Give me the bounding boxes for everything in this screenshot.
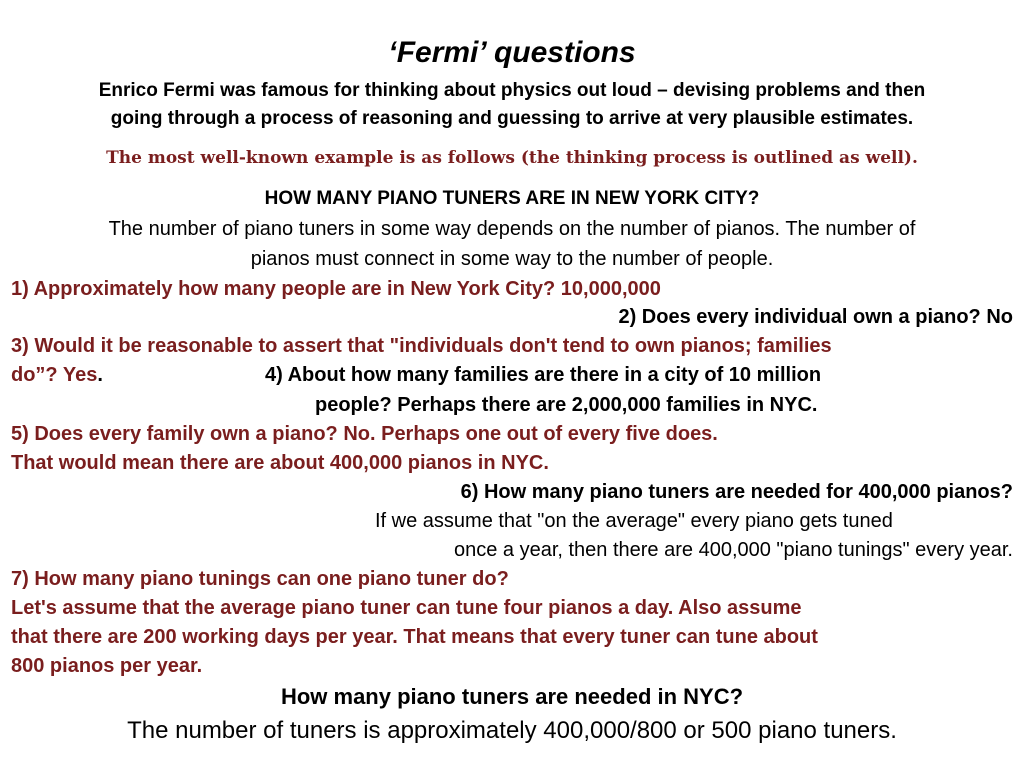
step-7-line-2: Let's assume that the average piano tuner can tune four pianos a day. Also assume	[11, 597, 802, 619]
step-3-line-1: 3) Would it be reasonable to assert that "individuals don't tend to own pianos; families	[11, 335, 832, 357]
step-6-line-2: If we assume that "on the average" every piano gets tuned	[375, 510, 893, 532]
step-1: 1) Approximately how many people are in New York City? 10,000,000	[11, 278, 661, 300]
premise-line-1: The number of piano tuners in some way depends on the number of pianos. The number of	[108, 218, 916, 240]
example-note: The most well-known example is as follows (the thinking process is outlined as well).	[106, 148, 918, 168]
step-3-period: .	[97, 364, 103, 386]
step-3-line-2	[11, 365, 103, 385]
premise-line-2: pianos must connect in some way to the number of people.	[250, 248, 774, 270]
step-6-line-3: once a year, then there are 400,000 "piano tunings" every year.	[453, 539, 1013, 561]
intro-line-2: going through a process of reasoning and guessing to arrive at very plausible estimates.	[110, 108, 914, 129]
step-3-answer: do”? Yes	[11, 364, 98, 386]
step-7-line-4: 800 pianos per year.	[11, 655, 203, 677]
step-5-line-2: That would mean there are about 400,000 pianos in NYC.	[11, 452, 549, 474]
step-5-line-1: 5) Does every family own a piano? No. Perhaps one out of every five does.	[11, 423, 718, 445]
step-4-line-2: people? Perhaps there are 2,000,000 families in NYC.	[315, 394, 818, 416]
final-answer: The number of tuners is approximately 400,000/800 or 500 piano tuners.	[127, 717, 897, 744]
step-7-line-1: 7) How many piano tunings can one piano tuner do?	[11, 568, 509, 590]
step-7-line-3: that there are 200 working days per year. That means that every tuner can tune about	[11, 626, 818, 648]
step-6-line-1: 6) How many piano tuners are needed for 400,000 pianos?	[460, 481, 1013, 503]
page-title: ‘Fermi’ questions	[388, 36, 636, 69]
question-heading: HOW MANY PIANO TUNERS ARE IN NEW YORK CITY?	[264, 188, 760, 209]
step-4-line-1: 4) About how many families are there in a city of 10 million	[265, 364, 822, 386]
step-2: 2) Does every individual own a piano? No	[618, 306, 1013, 328]
final-question: How many piano tuners are needed in NYC?	[280, 684, 744, 709]
intro-line-1: Enrico Fermi was famous for thinking about physics out loud – devising problems and then	[98, 80, 926, 101]
